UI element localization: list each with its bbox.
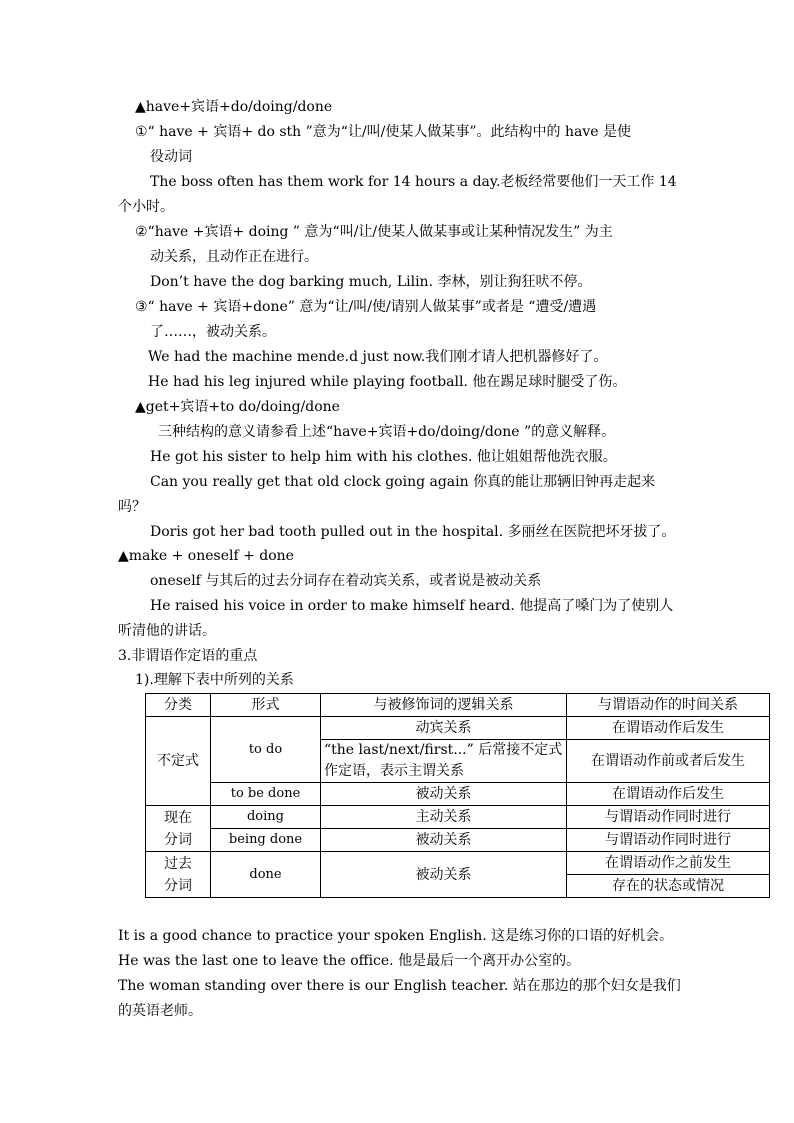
- category-infinitive: 不定式: [146, 717, 211, 806]
- line-example-machine: We had the machine mende.d just now.我们刚才请人把机器修好了。: [148, 349, 608, 365]
- time-cell: 在谓语动作后发生: [567, 783, 770, 806]
- section-heading: 3.非谓语作定语的重点: [118, 648, 258, 664]
- line-get-explain: 三种结构的意义请参看上述“have+宾语+do/doing/done ”的意义解释。: [158, 424, 616, 440]
- line-make-explain: oneself 与其后的过去分词存在着动宾关系，或者说是被动关系: [150, 573, 542, 589]
- line-have-done: ③“ have + 宾语+done” 意为“让/叫/使/请别人做某事”或者是 “遭受/遭遇: [135, 299, 597, 315]
- table-row: [146, 852, 770, 875]
- form-being-done: being done: [211, 829, 321, 852]
- line-example-boss: The boss often has them work for 14 hours a day.老板经常要他们一天工作 14: [150, 174, 677, 190]
- form-to-be-done: to be done: [211, 783, 321, 806]
- time-cell: 在谓语动作前或者后发生: [567, 740, 770, 783]
- logic-cell: 动宾关系: [321, 717, 567, 740]
- line-example-clock: Can you really get that old clock going again 你真的能让那辆旧钟再走起来: [150, 474, 656, 490]
- table-row: [146, 783, 770, 806]
- form-done: done: [211, 852, 321, 898]
- line-example-leg: He had his leg injured while playing football. 他在踢足球时腿受了伤。: [148, 374, 627, 390]
- line-example-woman-cont: 的英语老师。: [118, 1003, 202, 1019]
- table-header-row: [146, 694, 770, 717]
- relation-table: [145, 693, 770, 898]
- table-row: [146, 806, 770, 829]
- line-example-dog: Don’t have the dog barking much, Lilin. 李林，别让狗狂吠不停。: [150, 274, 592, 290]
- logic-cell: 被动关系: [321, 783, 567, 806]
- category-past-participle: [146, 852, 211, 898]
- header-category: 分类: [146, 694, 211, 717]
- line-example-boss-cont: 个小时。: [118, 199, 174, 215]
- subsection-heading: 1).理解下表中所列的关系: [135, 672, 294, 688]
- line-example-doris: Doris got her bad tooth pulled out in the hospital. 多丽丝在医院把坏牙拔了。: [150, 524, 676, 540]
- category-line: 现在: [164, 809, 192, 826]
- table-row: [146, 717, 770, 740]
- line-example-voice: He raised his voice in order to make himself heard. 他提高了嗓门为了使别人: [150, 598, 674, 614]
- line-have-heading: ▲have+宾语+do/doing/done: [135, 99, 333, 115]
- line-have-done-cont: 了……，被动关系。: [150, 324, 276, 340]
- form-to-do: to do: [211, 717, 321, 783]
- time-cell: 在谓语动作之前发生: [567, 852, 770, 875]
- logic-cell: “the last/next/first...” 后常接不定式作定语，表示主谓关系: [321, 740, 567, 783]
- line-have-doing: ②“have +宾语+ doing ” 意为“叫/让/使某人做某事或让某种情况发生” 为主: [135, 224, 613, 240]
- time-cell: 存在的状态或情况: [567, 875, 770, 898]
- line-example-voice-cont: 听清他的讲话。: [118, 623, 216, 639]
- line-make-heading: ▲make + oneself + done: [118, 548, 294, 564]
- header-time: 与谓语动作的时间关系: [567, 694, 770, 717]
- line-example-woman: The woman standing over there is our English teacher. 站在那边的那个妇女是我们: [118, 978, 681, 994]
- form-doing: doing: [211, 806, 321, 829]
- line-example-chance: It is a good chance to practice your spoken English. 这是练习你的口语的好机会。: [118, 928, 674, 944]
- line-get-heading: ▲get+宾语+to do/doing/done: [135, 399, 340, 415]
- line-have-do: ①“ have + 宾语+ do sth ”意为“让/叫/使某人做某事”。此结构中的 have 是使: [135, 124, 632, 140]
- line-example-sister: He got his sister to help him with his clothes. 他让姐姐帮他洗衣服。: [150, 449, 617, 465]
- category-line: 分词: [164, 831, 192, 848]
- line-have-do-cont: 役动词: [150, 149, 192, 165]
- time-cell: 与谓语动作同时进行: [567, 806, 770, 829]
- category-line: 过去: [164, 855, 192, 872]
- time-cell: 与谓语动作同时进行: [567, 829, 770, 852]
- time-cell: 在谓语动作后发生: [567, 717, 770, 740]
- table-row: [146, 829, 770, 852]
- logic-cell: 被动关系: [321, 829, 567, 852]
- header-form: 形式: [211, 694, 321, 717]
- header-logic: 与被修饰词的逻辑关系: [321, 694, 567, 717]
- logic-cell: 主动关系: [321, 806, 567, 829]
- logic-cell: 被动关系: [321, 852, 567, 898]
- category-present-participle: [146, 806, 211, 852]
- line-example-clock-cont: 吗？: [118, 499, 146, 515]
- category-line: 分词: [164, 877, 192, 894]
- line-have-doing-cont: 动关系，且动作正在进行。: [150, 249, 318, 265]
- line-example-office: He was the last one to leave the office. 他是最后一个离开办公室的。: [118, 953, 581, 969]
